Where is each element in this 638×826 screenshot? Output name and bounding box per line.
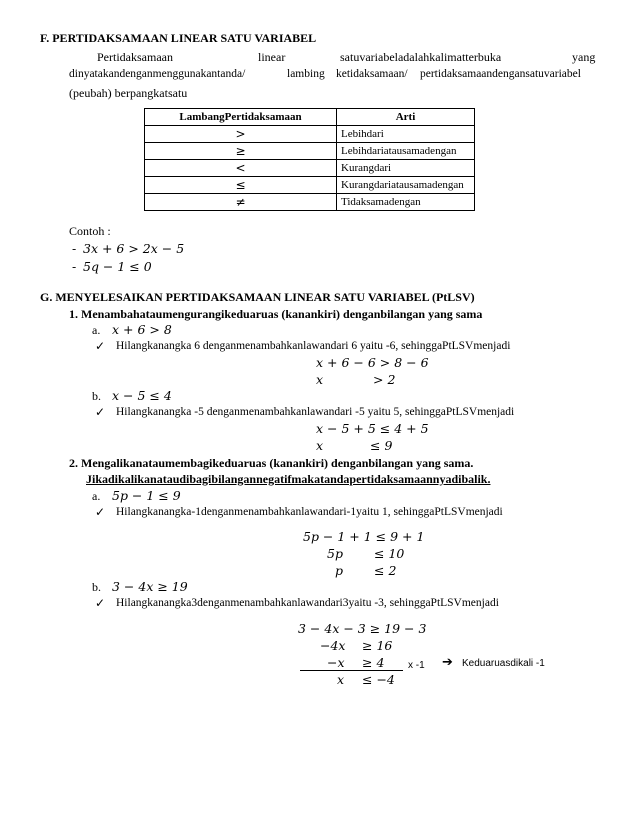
- rule-2-heading: 2. Mengalikanataumembagikeduaruas (kanankiri) denganbilangan yang sama.: [69, 456, 474, 470]
- para-word: Pertidaksamaan: [97, 50, 173, 64]
- solution-rhs: > 2: [373, 372, 396, 387]
- arrow-right-icon: ➔: [442, 655, 453, 670]
- solution-rhs: ≥ 4: [362, 655, 385, 670]
- solution-lhs: p: [335, 563, 344, 578]
- solution-lhs: x: [337, 672, 345, 687]
- step-explanation: Hilangkanangka -5 denganmenambahkanlawandari -5 yaitu 5, sehinggaPtLSVmenjadi: [116, 406, 515, 418]
- solution-lhs: x: [316, 438, 324, 453]
- solution-rhs: ≤ 10: [374, 546, 405, 561]
- para-word: lambing: [287, 68, 325, 80]
- example-item: - 3x + 6 > 2x − 5: [83, 241, 184, 256]
- step-explanation: Hilangkanangka-1denganmenambahkanlawandari-1yaitu 1, sehinggaPtLSVmenjadi: [116, 506, 503, 518]
- rule-2-note: Jikadikalikanataudibagibilangannegatifmakatandapertidaksamaannyadibalik.: [86, 472, 491, 486]
- solution-step: 3 − 4x − 3 ≥ 19 − 3: [298, 621, 427, 636]
- meaning-cell: Kurangdari: [337, 160, 475, 177]
- section-g-heading: G. MENYELESAIKAN PERTIDAKSAMAAN LINEAR SATU VARIABEL (PtLSV): [40, 290, 475, 304]
- item-label: a.: [92, 323, 101, 337]
- checkmark-icon: ✓: [95, 596, 106, 610]
- para-line: (peubah) berpangkatsatu: [69, 86, 188, 100]
- step-explanation: Hilangkanangka 6 denganmenambahkanlawandari 6 yaitu -6, sehinggaPtLSVmenjadi: [116, 340, 511, 352]
- meaning-cell: Tidaksamadengan: [337, 194, 475, 211]
- example-item: - 5q − 1 ≤ 0: [83, 259, 152, 274]
- para-word: satuvariabeladalahkalimatterbuka: [340, 50, 502, 64]
- table-row: [145, 126, 475, 143]
- solution-step: x − 5 + 5 ≤ 4 + 5: [316, 421, 429, 436]
- para-word: dinyatakandenganmenggunakantanda/: [69, 68, 246, 80]
- solution-lhs: −4x: [320, 638, 346, 653]
- symbol-cell: >: [145, 126, 337, 143]
- table-row: [145, 160, 475, 177]
- item-label: b.: [92, 389, 101, 403]
- rule-1-heading: 1. Menambahataumengurangikeduaruas (kanankiri) denganbilangan yang sama: [69, 307, 483, 321]
- checkmark-icon: ✓: [95, 505, 106, 519]
- table-header-row: [145, 109, 475, 126]
- problem-expression: x − 5 ≤ 4: [112, 388, 172, 403]
- contoh-label: Contoh :: [69, 224, 111, 238]
- meaning-cell: Lebihdari: [337, 126, 475, 143]
- meaning-cell: Lebihdariatausamadengan: [337, 143, 475, 160]
- para-word: yang: [572, 50, 596, 64]
- solution-lhs: x: [316, 372, 324, 387]
- para-word: linear: [258, 50, 286, 64]
- division-line: [300, 670, 403, 671]
- side-note: Keduaruasdikali -1: [462, 658, 545, 669]
- multiplier-note: x -1: [408, 660, 425, 671]
- table-row: [145, 194, 475, 211]
- symbol-cell: ≤: [145, 177, 337, 194]
- para-word: ketidaksamaan/: [336, 68, 408, 80]
- solution-step: x + 6 − 6 > 8 − 6: [316, 355, 429, 370]
- solution-rhs: ≤ −4: [362, 672, 395, 687]
- meaning-cell: Kurangdariatausamadengan: [337, 177, 475, 194]
- solution-step: 5p − 1 + 1 ≤ 9 + 1: [303, 529, 425, 544]
- item-label: b.: [92, 580, 101, 594]
- checkmark-icon: ✓: [95, 405, 106, 419]
- solution-rhs: ≥ 16: [362, 638, 393, 653]
- symbol-cell: ≠: [145, 194, 337, 211]
- solution-lhs: −x: [327, 655, 345, 670]
- problem-expression: 3 − 4x ≥ 19: [112, 579, 188, 594]
- solution-rhs: ≤ 2: [374, 563, 397, 578]
- symbol-cell: ≥: [145, 143, 337, 160]
- item-label: a.: [92, 489, 101, 503]
- solution-lhs: 5p: [327, 546, 343, 561]
- step-explanation: Hilangkanangka3denganmenambahkanlawandari3yaitu -3, sehinggaPtLSVmenjadi: [116, 597, 499, 609]
- table-row: [145, 177, 475, 194]
- solution-rhs: ≤ 9: [370, 438, 393, 453]
- table-header: LambangPertidaksamaan: [145, 109, 337, 126]
- checkmark-icon: ✓: [95, 339, 106, 353]
- section-f-heading: F. PERTIDAKSAMAAN LINEAR SATU VARIABEL: [40, 31, 317, 45]
- problem-expression: x + 6 > 8: [112, 322, 172, 337]
- symbol-cell: <: [145, 160, 337, 177]
- table-header: Arti: [337, 109, 475, 126]
- symbol-table: [144, 108, 475, 211]
- table-row: [145, 143, 475, 160]
- para-word: pertidaksamaandengansatuvariabel: [420, 68, 581, 80]
- problem-expression: 5p − 1 ≤ 9: [112, 488, 181, 503]
